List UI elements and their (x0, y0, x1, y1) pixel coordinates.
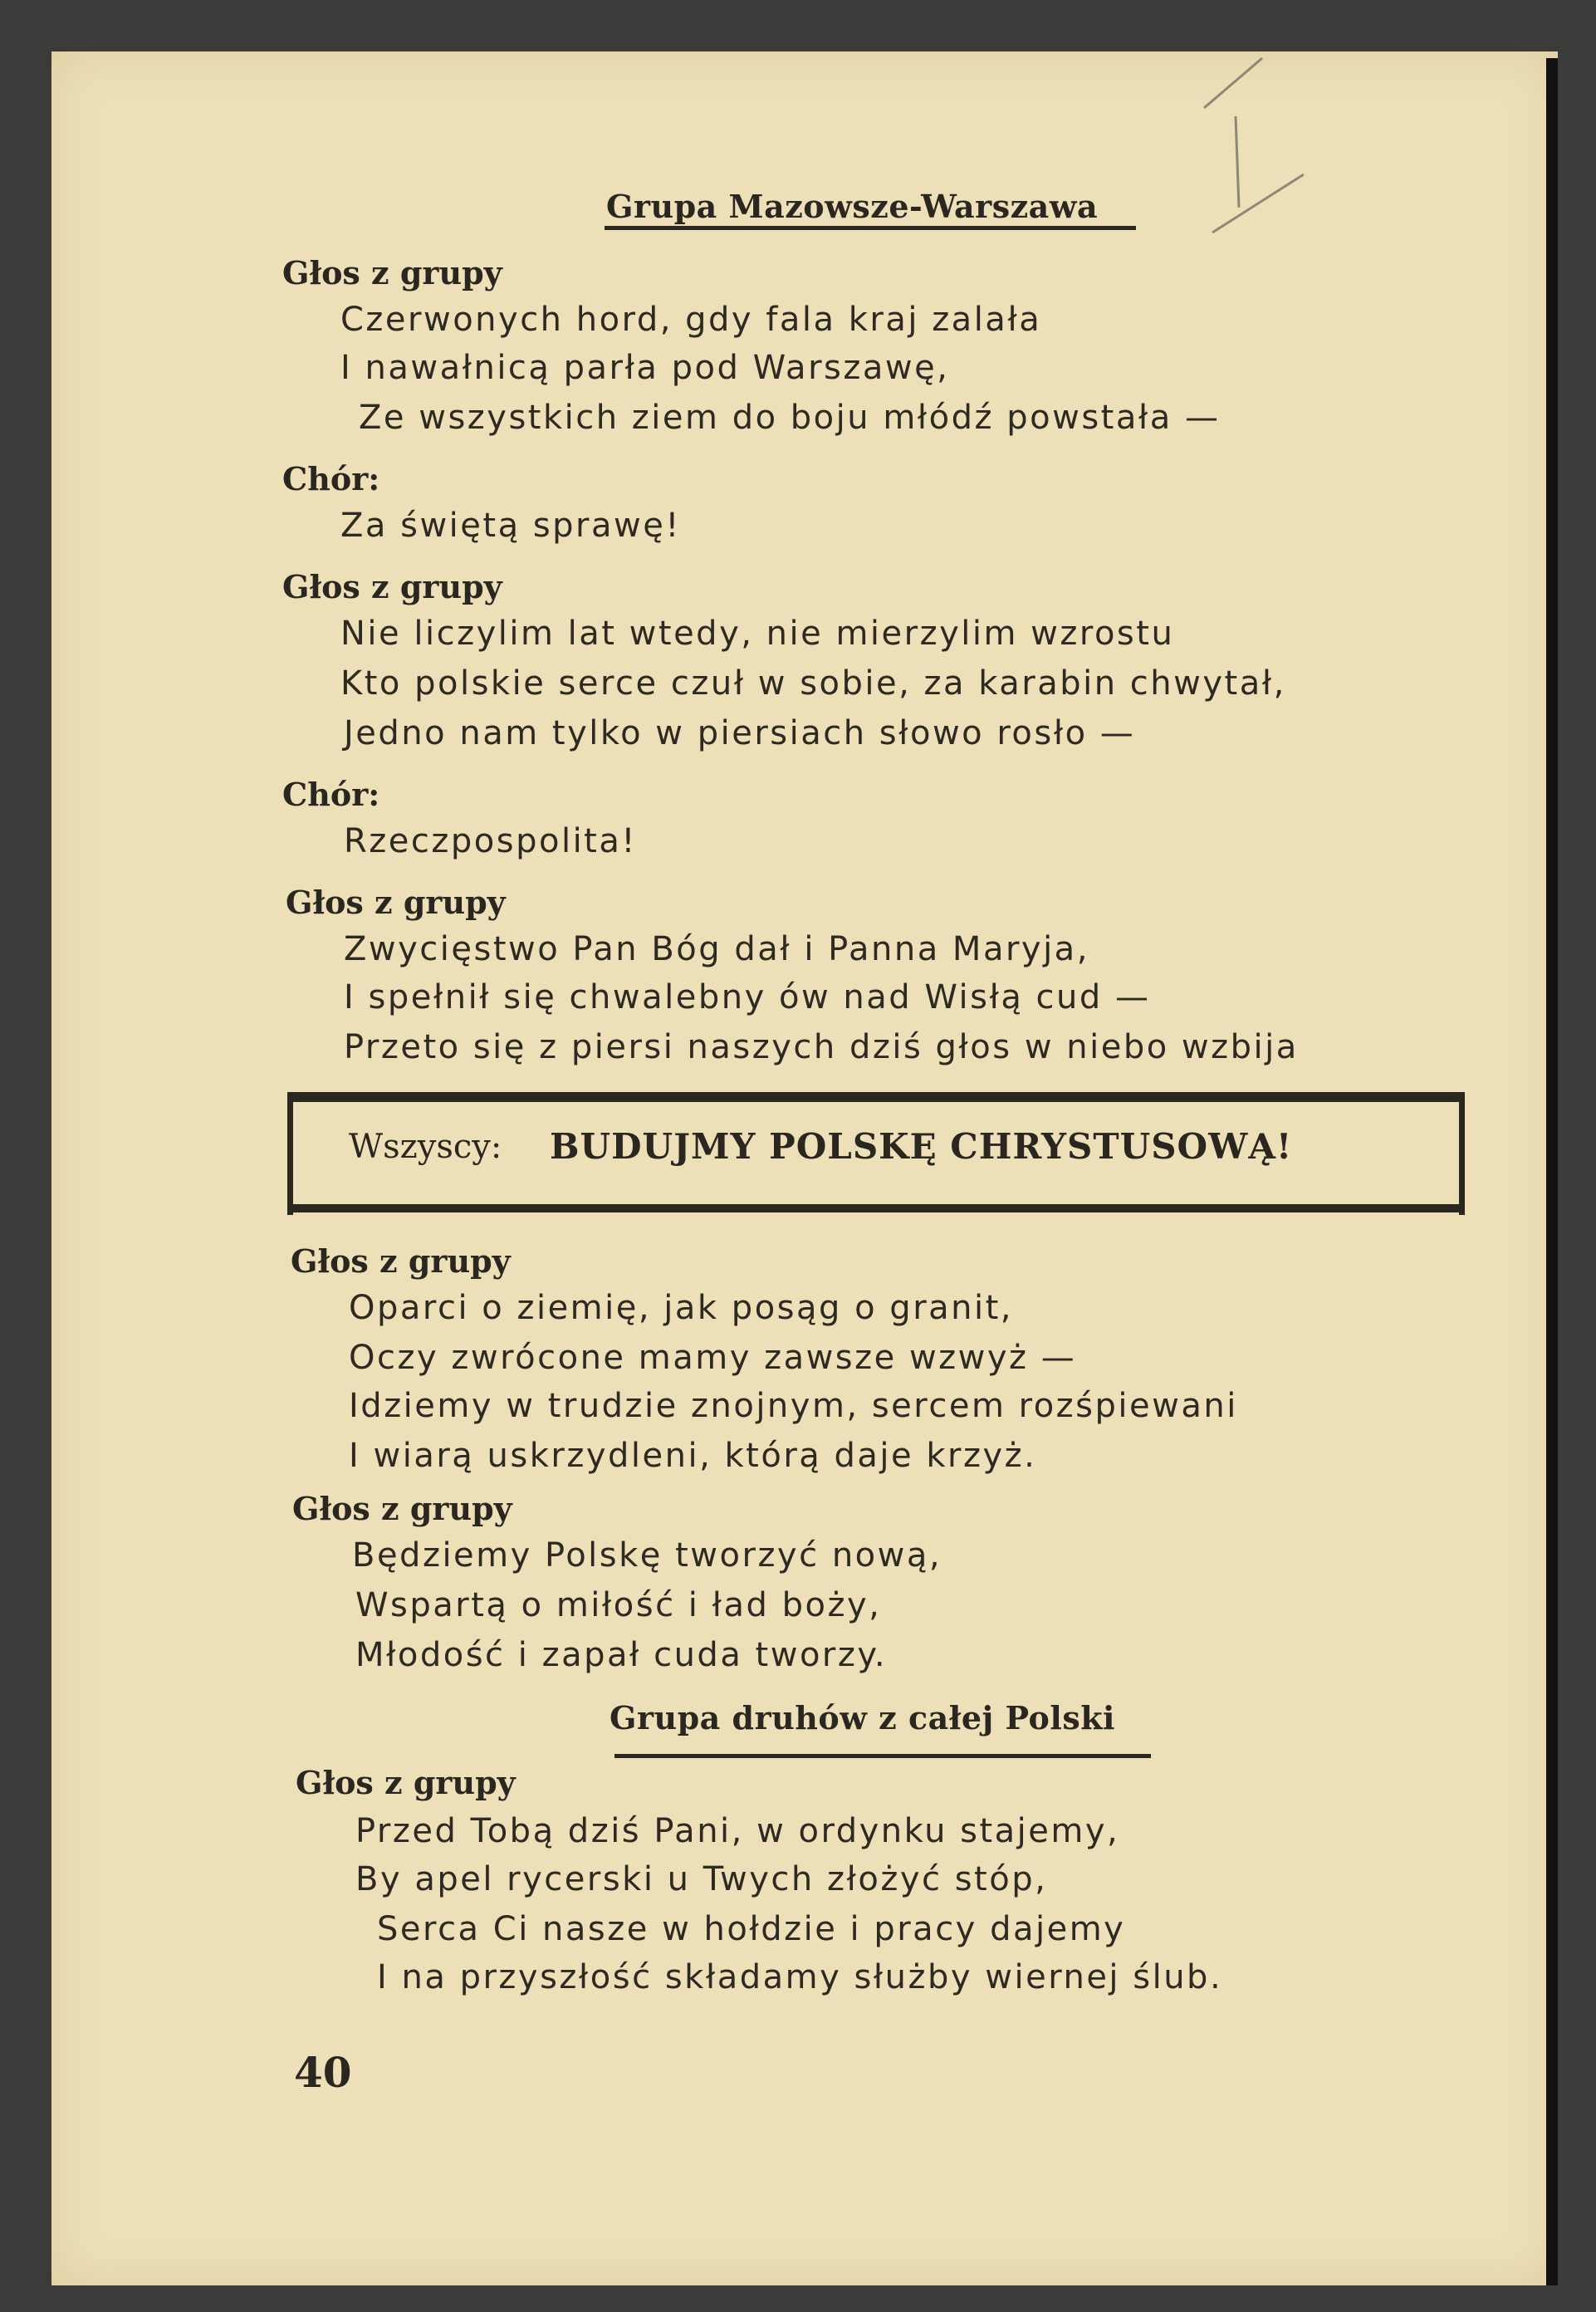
verse-line: I spełnił się chwalebny ów nad Wisłą cud — (344, 978, 1151, 1016)
verse-line: Rzeczpospolita! (344, 822, 637, 860)
verse-line: Nie liczylim lat wtedy, nie mierzylim wzrostu (340, 615, 1175, 653)
verse-line: I nawałnicą parła pod Warszawę, (340, 349, 950, 387)
verse-line: Czerwonych hord, gdy fala kraj zalała (340, 301, 1042, 339)
verse-line: Oparci o ziemię, jak posąg o granit, (349, 1289, 1014, 1327)
verse-line: Oczy zwrócone mamy zawsze wzwyż — (349, 1339, 1077, 1377)
verse-line: Wspartą o miłość i ład boży, (355, 1586, 882, 1624)
verse-line: I na przyszłość składamy służby wiernej ślub. (377, 1958, 1223, 1996)
page-number: 40 (294, 2048, 352, 2097)
speaker-label: Chór: (282, 776, 380, 813)
section-heading-1: Grupa Mazowsze-Warszawa (606, 188, 1099, 225)
heading-underline-1 (605, 226, 1136, 230)
verse-line: Zwycięstwo Pan Bóg dał i Panna Maryja, (344, 930, 1089, 968)
banner-speaker-label: Wszyscy: (349, 1128, 502, 1166)
verse-line: Przeto się z piersi naszych dziś głos w niebo wzbija (344, 1028, 1299, 1066)
speaker-label: Głos z grupy (291, 1242, 511, 1280)
speaker-label: Głos z grupy (296, 1764, 516, 1801)
page-edge-shadow (1546, 58, 1558, 2285)
verse-line: Przed Tobą dziś Pani, w ordynku stajemy, (355, 1812, 1120, 1850)
verse-line: I wiarą uskrzydleni, którą daje krzyż. (349, 1437, 1037, 1475)
banner-bottom-rule (287, 1204, 1465, 1212)
pencil-mark (1196, 50, 1329, 241)
speaker-label: Głos z grupy (292, 1490, 512, 1527)
speaker-label: Chór: (282, 460, 380, 497)
verse-line: Będziemy Polskę tworzyć nową, (352, 1536, 942, 1575)
banner-slogan: BUDUJMY POLSKĘ CHRYSTUSOWĄ! (550, 1126, 1293, 1167)
verse-line: By apel rycerski u Twych złożyć stóp, (355, 1860, 1048, 1898)
verse-line: Idziemy w trudzie znojnym, sercem rozśpiewani (349, 1387, 1238, 1425)
banner-top-rule (287, 1092, 1465, 1102)
section-heading-2: Grupa druhów z całej Polski (610, 1699, 1115, 1736)
heading-underline-2 (614, 1754, 1151, 1758)
verse-line: Serca Ci nasze w hołdzie i pracy dajemy (377, 1910, 1126, 1948)
speaker-label: Głos z grupy (282, 254, 502, 291)
verse-line: Jedno nam tylko w piersiach słowo rosło — (344, 714, 1136, 752)
speaker-label: Głos z grupy (286, 884, 506, 921)
verse-line: Młodość i zapał cuda tworzy. (355, 1636, 888, 1674)
verse-line: Kto polskie serce czuł w sobie, za karabin chwytał, (340, 664, 1286, 703)
speaker-label: Głos z grupy (282, 568, 502, 605)
verse-line: Za świętą sprawę! (340, 507, 681, 545)
verse-line: Ze wszystkich ziem do boju młódź powstała — (359, 399, 1221, 437)
